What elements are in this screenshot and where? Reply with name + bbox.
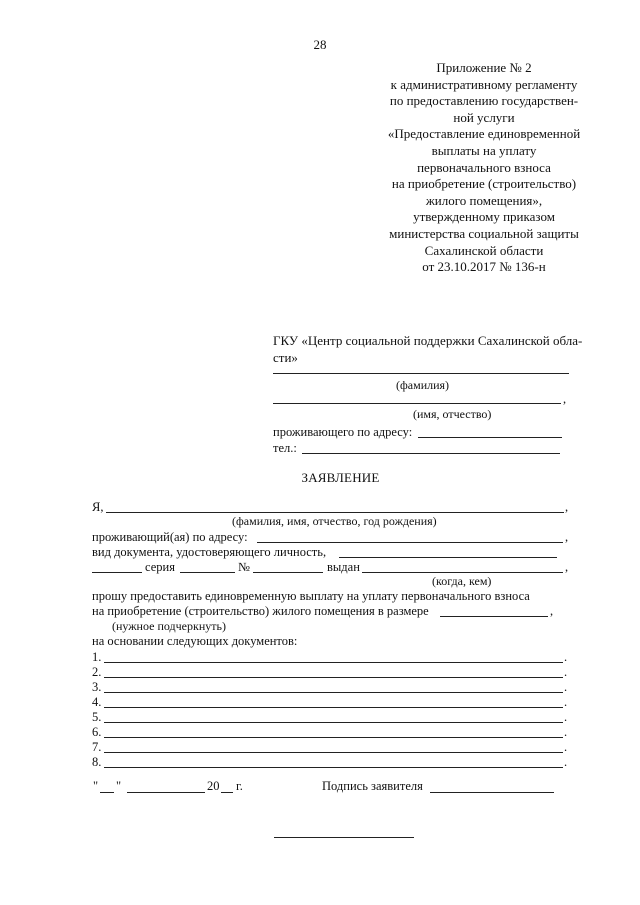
signature-field[interactable] [430,792,554,793]
appendix-line: «Предоставление единовременной [387,126,581,142]
appendix-line: жилого помещения», [425,192,543,208]
documents-label: на основании следующих документов: [92,634,298,648]
comma-mark: , [563,392,567,406]
series-field[interactable] [180,572,235,573]
date-quote-close: " [116,779,122,793]
appendix-line: утвержденному приказом [413,209,555,225]
appendix-line: министерства социальной защиты [389,225,579,241]
appendix-line: первоначального взноса [417,159,551,175]
doc-item-number: 6. [92,725,102,739]
i-label: Я, [92,500,104,514]
issued-field[interactable] [362,572,563,573]
period-mark: . [564,665,568,679]
number-field[interactable] [253,572,323,573]
date-quote-open: " [93,779,99,793]
doc-item-field[interactable] [104,752,563,753]
doc-item-number: 4. [92,695,102,709]
surname-caption: (фамилия) [396,378,450,392]
phone-field[interactable] [302,453,560,454]
phone-label: тел.: [273,441,297,455]
document-title: ЗАЯВЛЕНИЕ [301,470,380,485]
addressee-residing-label: проживающего по адресу: [273,425,413,439]
series-label: серия [145,560,175,574]
request-line2: на приобретение (строительство) жилого помещения в размере [92,604,429,618]
doc-item-field[interactable] [104,767,563,768]
appendix-line: на приобретение (строительство) [391,176,577,192]
period-mark: . [564,680,568,694]
residing-label: проживающий(ая) по адресу: [92,530,248,544]
date-day-field[interactable] [100,792,114,793]
doc-item-number: 2. [92,665,102,679]
addressee-org-line1: ГКУ «Центр социальной поддержки Сахалинской обла- [273,333,583,348]
doc-item-field[interactable] [104,662,563,663]
underline-caption: (нужное подчеркнуть) [112,619,226,633]
date-month-field[interactable] [127,792,205,793]
comma-mark: , [565,560,569,574]
amount-field[interactable] [440,616,548,617]
doc-item-field[interactable] [104,722,563,723]
date-year-prefix: 20 [207,779,220,793]
page-number: 28 [313,37,327,52]
appendix-line: к административному регламенту [390,76,578,92]
doc-item-field[interactable] [104,677,563,678]
doc-item-number: 5. [92,710,102,724]
period-mark: . [564,710,568,724]
appendix-line: от 23.10.2017 № 136-н [422,259,546,275]
doc-prefix-field[interactable] [92,572,142,573]
appendix-line: Приложение № 2 [436,60,532,75]
appendix-line: по предоставлению государствен- [389,93,579,109]
issued-label: выдан [327,560,360,574]
appendix-line: Сахалинской области [424,242,544,258]
doc-item-field[interactable] [104,707,563,708]
date-year-suffix: г. [236,779,243,793]
appendix-header [340,60,628,276]
address-field[interactable] [257,542,563,543]
doc-item-number: 7. [92,740,102,754]
signature-label: Подпись заявителя [322,779,423,793]
doc-item-field[interactable] [104,737,563,738]
name-field[interactable] [273,403,561,404]
appendix-line: ной услуги [453,109,515,125]
doc-type-field[interactable] [339,557,557,558]
request-line1: прошу предоставить единовременную выплату на уплату первоначального взноса [92,589,530,603]
date-year-field[interactable] [221,792,233,793]
doc-item-number: 3. [92,680,102,694]
fio-field[interactable] [106,512,564,513]
surname-field[interactable] [273,373,569,374]
appendix-line: выплаты на уплату [431,142,537,158]
period-mark: . [564,695,568,709]
comma-mark: , [550,604,554,618]
bottom-separator [274,837,414,838]
addressee-address-field[interactable] [418,437,562,438]
doc-item-number: 8. [92,755,102,769]
number-label: № [238,560,250,574]
issued-caption: (когда, кем) [432,574,492,588]
fio-caption: (фамилия, имя, отчество, год рождения) [232,514,437,528]
period-mark: . [564,755,568,769]
period-mark: . [564,725,568,739]
name-caption: (имя, отчество) [413,407,492,421]
doc-type-label: вид документа, удостоверяющего личность, [92,545,327,559]
addressee-org-line2: сти» [273,350,298,365]
doc-item-field[interactable] [104,692,563,693]
comma-mark: , [565,530,569,544]
comma-mark: , [565,500,569,514]
period-mark: . [564,740,568,754]
period-mark: . [564,650,568,664]
doc-item-number: 1. [92,650,102,664]
